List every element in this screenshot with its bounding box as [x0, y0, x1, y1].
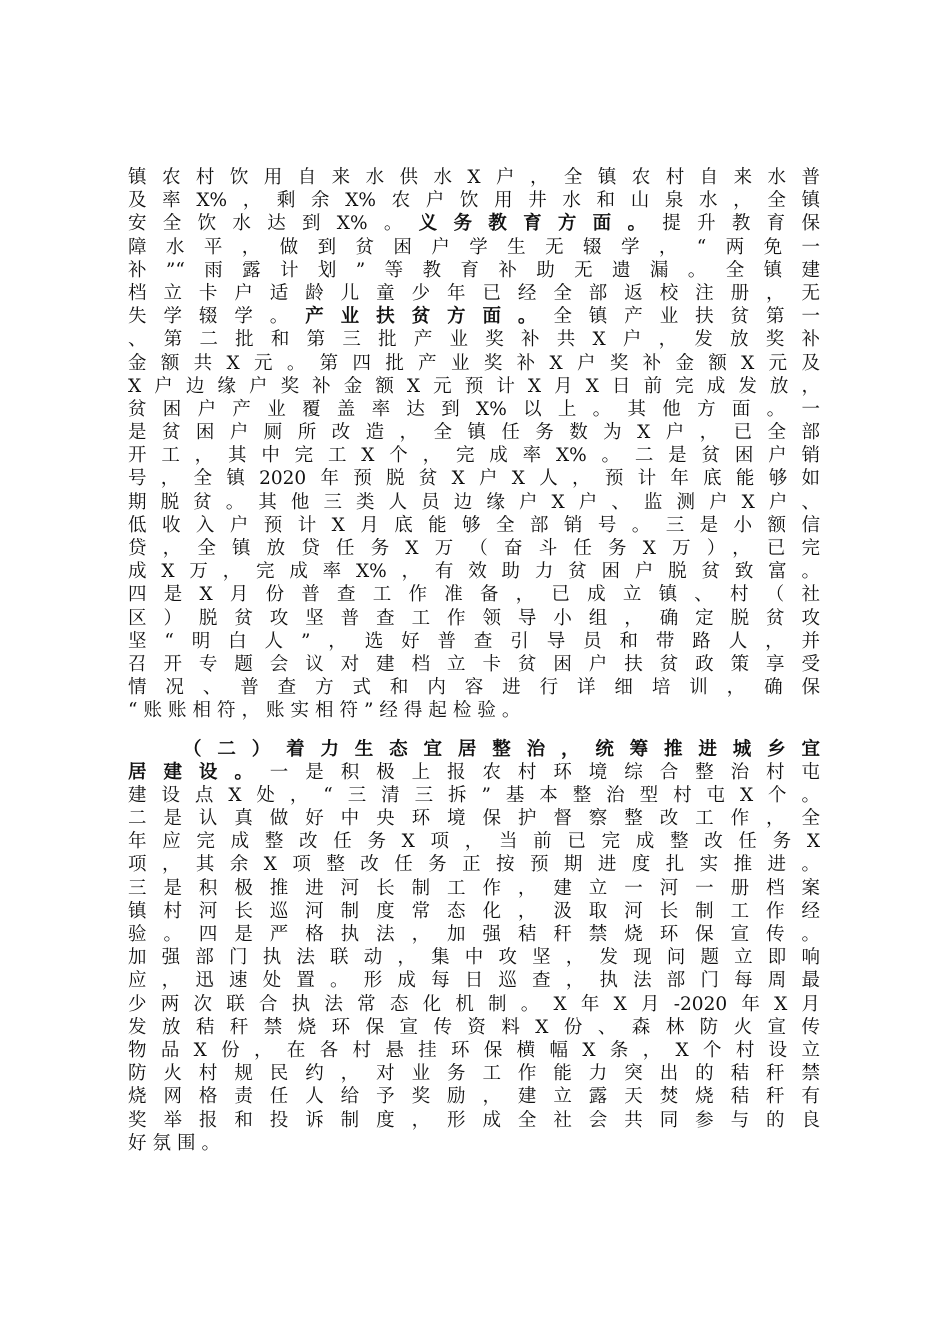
text-line: 金额共X元。第四批产业奖补X户奖补金额X元及 — [128, 352, 820, 374]
paragraph-gap — [128, 723, 820, 738]
text-line: 镇农村饮用自来水供水X户，全镇农村自来水普 — [128, 167, 820, 188]
text-line: 召开专题会议对建档立卡贫困户扶贫政策享受 — [128, 653, 820, 675]
text-line: 低收入户预计X月底能够全部销号。三是小额信 — [128, 514, 820, 536]
text-line: 发放秸秆禁烧环保宣传资料X份、森林防火宣传 — [128, 1016, 820, 1038]
text-line — [128, 305, 820, 328]
paragraph-poverty-alleviation — [128, 166, 820, 723]
text-line: 开工，其中完工X个，完成率X%。二是贫困户销 — [128, 445, 820, 467]
text-run: 失学辍学。 — [128, 306, 306, 328]
text-line: 项，其余X项整改任务正按预期进度扎实推进。 — [128, 854, 820, 876]
text-line: 好氛围。 — [128, 1132, 227, 1154]
text-run: 提升教育保 — [662, 213, 820, 235]
heading-text: 居建设。 — [128, 761, 270, 783]
text-line: 贫困户产业覆盖率达到X%以上。其他方面。一 — [128, 398, 820, 420]
text-line — [128, 761, 820, 784]
section-heading-education: 义务教育方面。 — [418, 213, 663, 235]
text-line: 验。四是严格执法，加强秸秆禁烧环保宣传。 — [128, 924, 820, 945]
section-heading-industry: 产业扶贫方面。 — [305, 306, 554, 328]
section-heading-ecology — [128, 738, 820, 761]
text-line: 二是认真做好中央环境保护督察整改工作，全 — [128, 808, 820, 830]
text-line: 防火村规民约，对业务工作能力突出的秸秆禁 — [128, 1063, 820, 1085]
text-line: 烧网格责任人给予奖励，建立露天焚烧秸秆有 — [128, 1086, 820, 1108]
text-line: 补”“雨露计划”等教育补助无遗漏。全镇建 — [128, 259, 820, 281]
text-line: 三是积极推进河长制工作，建立一河一册档案 — [128, 877, 820, 899]
text-line: 区）脱贫攻坚普查工作领导小组，确定脱贫攻 — [128, 607, 820, 629]
text-line: 障水平，做到贫困户学生无辍学，“两免一 — [128, 236, 820, 258]
paragraph-ecology — [128, 738, 820, 1155]
text-line: 是贫困户厕所改造，全镇任务数为X户，已全部 — [128, 422, 820, 444]
text-line: 加强部门执法联动，集中攻坚，发现问题立即响 — [128, 947, 820, 969]
text-line: “账账相符，账实相符”经得起检验。 — [128, 700, 527, 722]
text-line: 期脱贫。其他三类人员边缘户X户、监测户X户、 — [128, 491, 820, 513]
text-run: 全镇产业扶贫第一 — [553, 306, 820, 328]
text-line: 物品X份，在各村悬挂环保横幅X条，X个村设立 — [128, 1039, 820, 1061]
text-line: 四是X月份普查工作准备，已成立镇、村（社 — [128, 584, 820, 606]
text-line: 贷，全镇放贷任务X万（奋斗任务X万），已完 — [128, 538, 820, 559]
document-page — [128, 166, 820, 1155]
text-line: 奖举报和投诉制度，形成全社会共同参与的良 — [128, 1109, 820, 1131]
text-line: 情况、普查方式和内容进行详细培训，确保 — [128, 677, 820, 699]
text-line: 建设点X处，“三清三拆”基本整治型村屯X个。 — [128, 784, 820, 806]
text-line: 坚“明白人”，选好普查引导员和带路人，并 — [128, 630, 820, 652]
text-line: 年应完成整改任务X项，当前已完成整改任务X — [128, 831, 820, 853]
text-run: 一是积极上报农村环境综合整治村屯 — [269, 761, 820, 783]
text-line: 号，全镇2020年预脱贫X户X人，预计年底能够如 — [128, 468, 820, 490]
text-line: 成X万，完成率X%，有效助力贫困户脱贫致富。 — [128, 561, 820, 583]
text-line: 、第二批和第三批产业奖补共X户，发放奖补 — [128, 329, 820, 351]
text-line: 少两次联合执法常态化机制。X年X月-2020年X月 — [128, 993, 820, 1015]
text-line: 应，迅速处置。形成每日巡查，执法部门每周最 — [128, 970, 820, 992]
text-run: 安全饮水达到X%。 — [128, 213, 419, 235]
text-line: X户边缘户奖补金额X元预计X月X日前完成发放， — [128, 375, 820, 397]
text-line: 及率X%，剩余X%农户饮用井水和山泉水，全镇 — [128, 190, 820, 212]
text-line: 镇村河长巡河制度常态化，汲取河长制工作经 — [128, 900, 820, 922]
text-line: 档立卡户适龄儿童少年已经全部返校注册，无 — [128, 282, 820, 304]
heading-text: （二）着力生态宜居整治，统筹推进城乡宜 — [183, 738, 820, 760]
text-line — [128, 212, 820, 235]
